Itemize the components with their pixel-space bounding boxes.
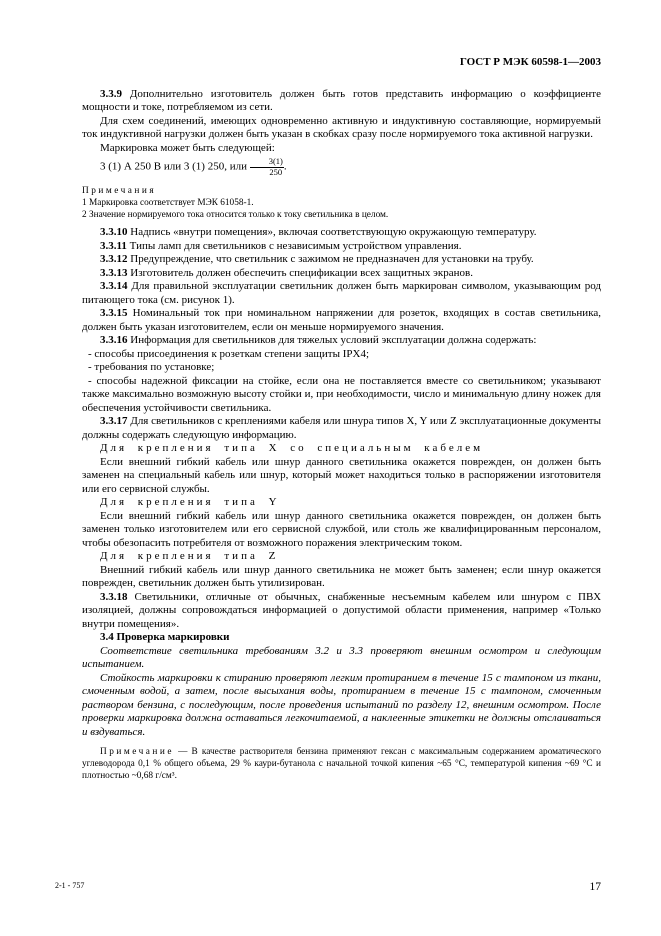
paragraph-text: Если внешний гибкий кабель или шнур данного светильника окажется поврежден, он должен быть заменен на специальный кабель или шнур, который может находиться только в распоряжении изготовителя или его сервисной службы. [82,455,601,495]
attachment-type-x-heading: Для крепления типа X со специальным кабелем [100,442,484,455]
footnote-label: Примечание [100,747,174,758]
clause-3-3-17 [82,415,601,442]
paragraph-text: Маркировка может быть следующей: [100,141,275,154]
clause-3-3-10 [82,226,601,240]
notes-label: Примечания [82,186,157,196]
doc-number: ГОСТ Р МЭК 60598-1—2003 [459,56,601,68]
clause-text: Информация для светильников для тяжелых условий эксплуатации должна содержать: [130,334,537,347]
attachment-type-y-heading: Для крепления типа Y [100,496,280,509]
list-item: - способы присоединения к розеткам степени защиты IPX4; [88,347,370,360]
clause-number: 3.3.12 [100,253,128,266]
verification-paragraph [82,672,601,740]
clause-text: Для правильной эксплуатации светильник должен быть маркирован символом, указывающим род питающего тока (см. рисунок 1). [82,280,602,306]
clause-3-3-13 [82,267,601,281]
clause-3-3-12 [82,253,601,267]
notes-heading [82,186,601,198]
footnote-text: — В качестве растворителя бензина применяют гексан с максимальным содержанием ароматического углеводорода 0,1 % общего объема, 29 % каури-бутанола с начальной точкой кипения ~65 °С, температурой кипения ~69 °С и плотностью ~0,68 г/см³. [82,747,602,781]
paragraph-text: Стойкость маркировки к стиранию проверяют легким протиранием в течение 15 с тампоном из ткани, смоченным водой, а затем, после высыхания воды, протиранием в течение 15 с тампоном, смоченным раствором бензина, с последующим, после проведения испытаний по разделу 12, внешним осмотром. После проверки маркировка должна оставаться легкочитаемой, а наклеенные этикетки не должны отслаиваться и вздуваться. [82,671,601,738]
paragraph-text: Внешний гибкий кабель или шнур данного светильника не может быть заменен; если шнур окажется поврежден, светильник должен быть утилизирован. [82,563,601,590]
verification-paragraph [82,645,601,672]
clause-3-3-16 [82,334,601,348]
page-number: 17 [589,880,601,893]
attachment-type-y-text [82,510,601,551]
marking-example [82,157,601,177]
paragraph [82,115,601,142]
clause-text: Дополнительно изготовитель должен быть готов представить информацию о коэффициенте мощности и токе, потребляемом из сети. [82,87,601,113]
paragraph [82,142,601,156]
marking-fraction [250,157,284,177]
clause-text: Светильники, отличные от обычных, снабженные несъемным кабелем или шнуром с ПВХ изоляцией, должны сопровождаться информацией о допустимой области применения, например «Только внутри помещения». [82,590,602,630]
clause-3-3-18 [82,591,601,632]
fraction-numerator: 3(1) [250,157,284,168]
clause-number: 3.3.18 [100,590,128,603]
fraction-denominator: 250 [269,166,283,177]
clause-3-3-11 [82,240,601,254]
print-order-mark: 2-1 - 757 [55,880,85,890]
clause-text: Типы ламп для светильников с независимым устройством управления. [129,239,462,252]
marking-text: 3 (1) А 250 В или 3 (1) 250, или [100,160,250,173]
clause-3-3-14 [82,280,601,307]
clause-text: Номинальный ток при номинальном напряжении для розеток, входящих в состав светильника, должен быть указан изготовителем, если он меньше нормируемого значения. [82,307,602,333]
clause-number: 3.3.17 [100,415,128,428]
attachment-type-z-heading: Для крепления типа Z [100,550,279,563]
list-item: - способы надежной фиксации на стойке, если она не поставляется вместе со светильником; указывают также максимально возможную высоту стойки и, при необходимости, число и минимальную длину ножек для обеспечения устойчивости светильника. [82,374,601,414]
clause-number: 3.3.11 [100,239,127,252]
footnote [82,747,601,782]
clause-number: 3.3.9 [100,87,122,100]
clause-text: Предупреждение, что светильник с зажимом не предназначен для установки на трубу. [130,253,534,266]
clause-number: 3.3.16 [100,334,128,347]
paragraph-text: Для схем соединений, имеющих одновременно активную и индуктивную составляющие, нормируемый ток индуктивной нагрузки должен быть указан в скобках сразу после нормируемого тока активной нагрузки. [82,114,601,140]
note-item: 2 Значение нормируемого тока относится только к току светильника в целом. [82,209,389,220]
list-item: - требования по установке; [88,361,215,374]
marking-text-suffix: . [283,160,287,173]
clause-number: 3.3.10 [100,226,128,239]
section-number: 3.4 [100,631,114,644]
section-title: Проверка маркировки [116,631,230,644]
clause-3-3-9 [82,88,601,115]
clause-text: Надпись «внутри помещения», включая соответствующую окружающую температуру. [130,226,537,239]
clause-text: Изготовитель должен обеспечить спецификации всех защитных экранов. [130,266,473,279]
attachment-type-z-text [82,564,601,591]
section-3-4-heading [82,631,601,645]
clause-number: 3.3.13 [100,266,128,279]
attachment-type-x-text [82,456,601,497]
note-item: 1 Маркировка соответствует МЭК 61058-1. [82,197,254,208]
page-header [82,56,601,70]
paragraph-text: Соответствие светильника требованиям 3.2 и 3.3 проверяют внешним осмотром и следующим испытанием. [82,644,601,671]
notes-block [82,186,601,221]
clause-3-3-15 [82,307,601,334]
clause-number: 3.3.15 [100,307,128,320]
clause-number: 3.3.14 [100,280,128,293]
paragraph-text: Если внешний гибкий кабель или шнур данного светильника окажется поврежден, он должен быть заменен только изготовителем или его сервисной службой, или столь же квалифицированным персоналом, чтобы обезопасить потребителя от возможного поражения электрическим током. [82,509,601,549]
document-body [82,88,601,783]
clause-text: Для светильников с креплениями кабеля или шнура типов X, Y или Z эксплуатационные документы должны содержать следующую информацию. [82,415,602,441]
